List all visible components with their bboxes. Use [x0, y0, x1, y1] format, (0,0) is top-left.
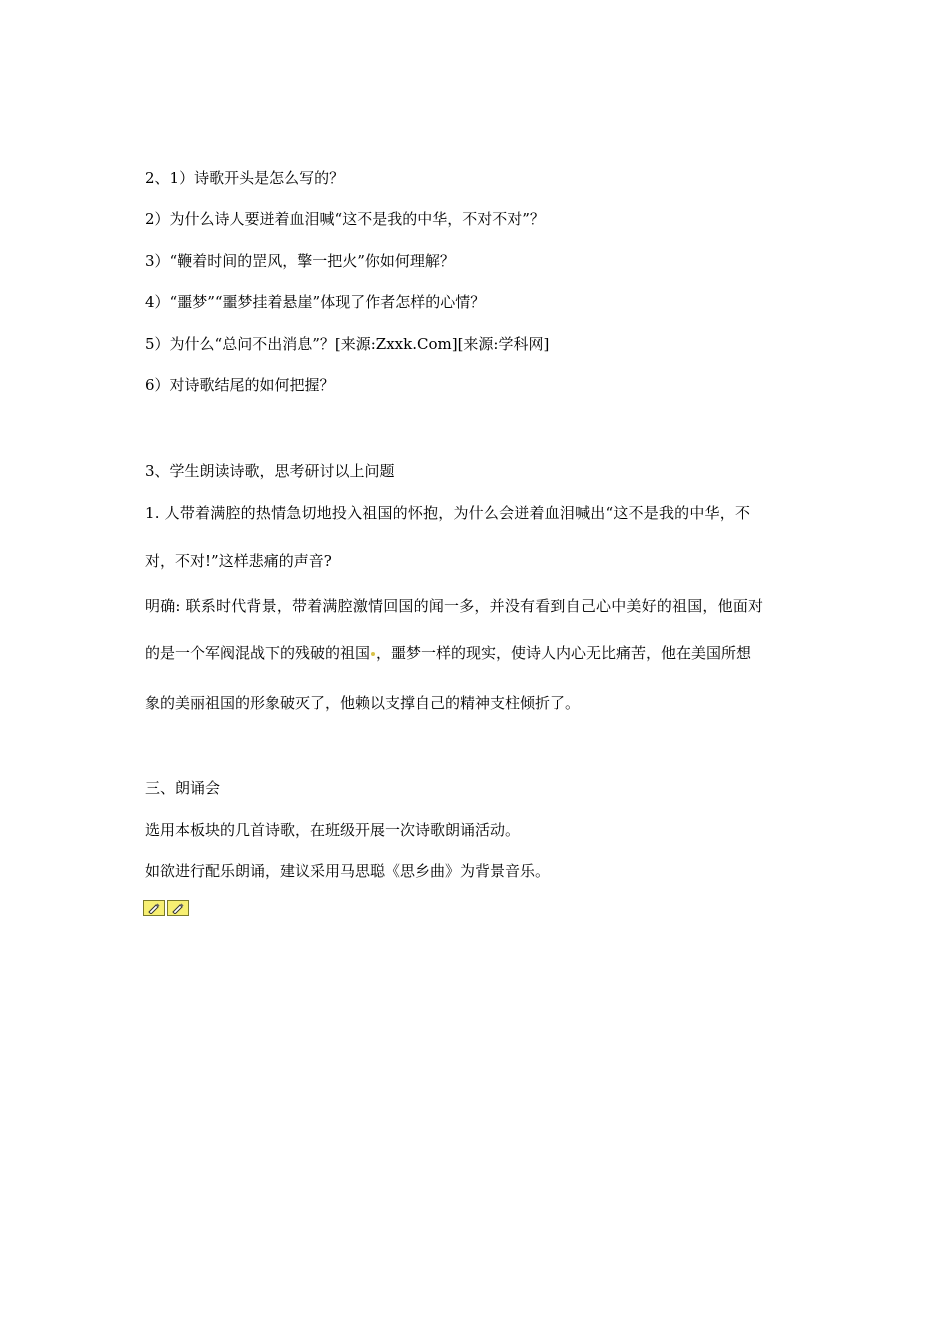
question-2-3: 3）“鞭着时间的罡风，擎一把火”你如何理解？ — [145, 252, 455, 270]
section-3-question-line-2: 对，不对!”这样悲痛的声音? — [145, 552, 332, 570]
question-2-intro: 2、1）诗歌开头是怎么写的？ — [145, 169, 345, 187]
section-three-title: 三、朗诵会 — [145, 779, 221, 797]
answer-line-3: 象的美丽祖国的形象破灭了，他赖以支撑自己的精神支柱倾折了。 — [145, 694, 581, 712]
answer-line-2 — [145, 643, 751, 663]
answer-line-2-part-b: ，噩梦一样的现实，使诗人内心无比痛苦，他在美国所想 — [376, 644, 752, 662]
question-2-6: 6）对诗歌结尾的如何把握？ — [145, 376, 335, 394]
marker-dot — [371, 652, 375, 656]
pencil-icon[interactable] — [167, 900, 189, 916]
section-3-title: 3、学生朗读诗歌，思考研讨以上问题 — [145, 462, 395, 480]
question-2-4: 4）“噩梦”“噩梦挂着悬崖”体现了作者怎样的心情？ — [145, 293, 486, 311]
question-2-5: 5）为什么“总问不出消息”？[来源:Zxxk.Com][来源:学科网] — [145, 335, 550, 353]
answer-line-2-part-a: 的是一个军阀混战下的残破的祖国 — [145, 644, 371, 662]
answer-line-1: 明确: 联系时代背景，带着满腔激情回国的闻一多，并没有看到自己心中美好的祖国，他面对 — [145, 597, 764, 615]
section-3-question-line-1: 1. 人带着满腔的热情急切地投入祖国的怀抱，为什么会迸着血泪喊出“这不是我的中华，不 — [145, 504, 751, 522]
inline-icons — [143, 900, 189, 916]
section-three-line-1: 选用本板块的几首诗歌，在班级开展一次诗歌朗诵活动。 — [145, 821, 521, 839]
pencil-icon[interactable] — [143, 900, 165, 916]
section-three-line-2: 如欲进行配乐朗诵，建议采用马思聪《思乡曲》为背景音乐。 — [145, 862, 551, 880]
question-2-2: 2）为什么诗人要迸着血泪喊“这不是我的中华，不对不对”？ — [145, 210, 545, 228]
